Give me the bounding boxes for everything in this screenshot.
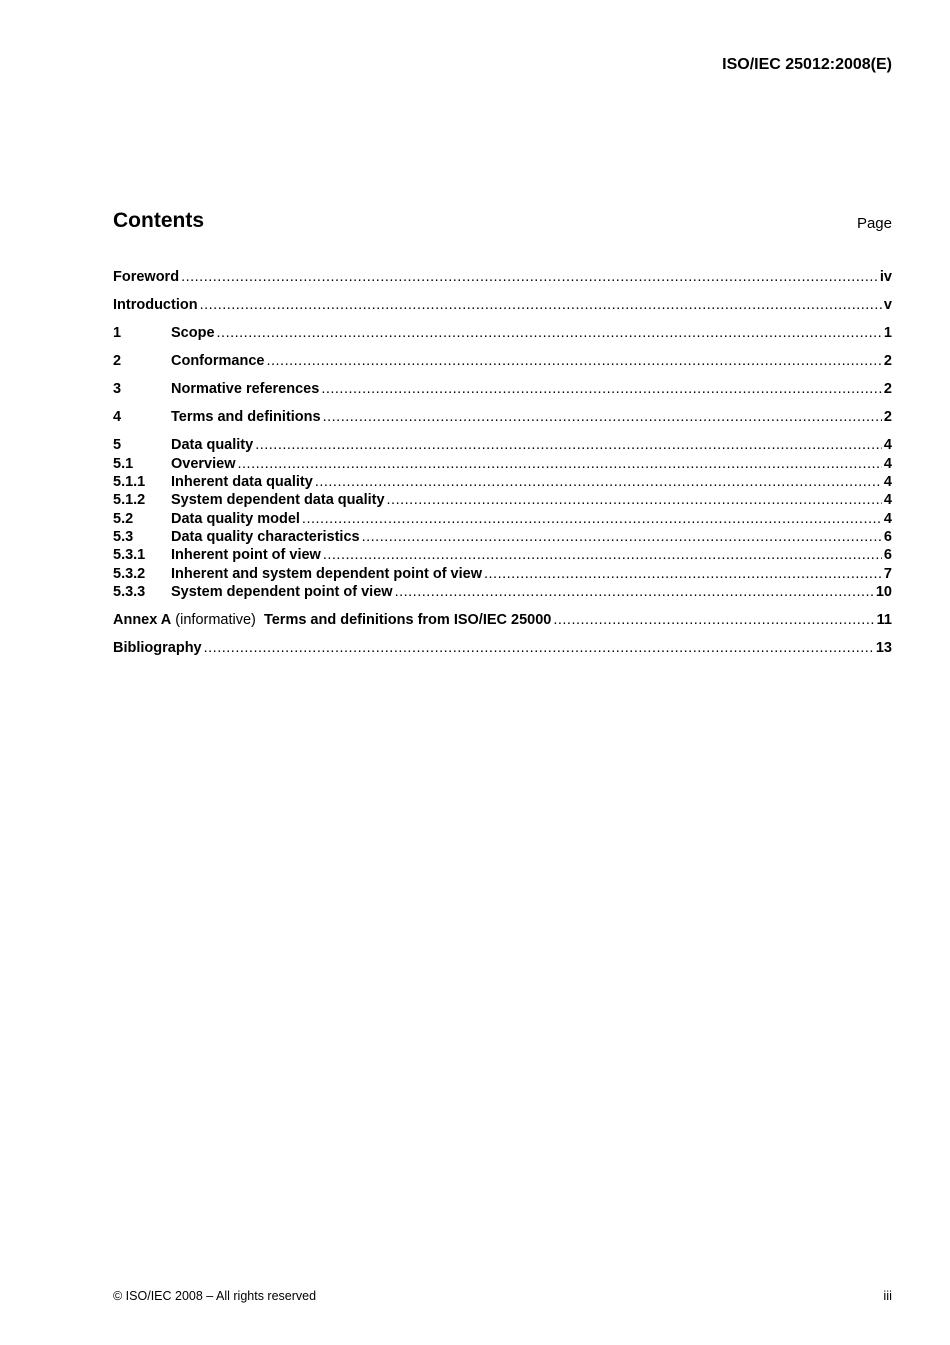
toc-leader-dots — [266, 352, 881, 370]
toc-entry-number: 5.1.2 — [113, 492, 146, 508]
toc-entry-page: 2 — [883, 409, 892, 425]
toc-entry-page: 6 — [883, 529, 892, 545]
toc-entry-page: 1 — [883, 325, 892, 341]
toc-leader-dots — [315, 473, 882, 491]
toc-entry-title: Overview — [171, 456, 236, 472]
toc-entry-page: v — [883, 297, 892, 313]
contents-heading: Contents — [113, 209, 204, 232]
toc-entry-page: 11 — [876, 612, 892, 628]
toc-entry-number: 5 — [113, 437, 122, 453]
toc-entry-data-quality-model[interactable] — [113, 510, 892, 528]
toc-entry-title: Inherent and system dependent point of view — [171, 566, 482, 582]
toc-leader-dots — [238, 455, 882, 473]
toc-entry-foreword[interactable] — [113, 268, 892, 286]
toc-entry-terms-and-definitions[interactable] — [113, 408, 892, 426]
toc-entry-title — [113, 611, 553, 629]
toc-entry-page: 6 — [883, 547, 892, 563]
toc-leader-dots — [200, 296, 882, 314]
annex-label: Annex A — [113, 612, 172, 628]
annex-title: Terms and definitions from ISO/IEC 25000 — [263, 612, 552, 628]
toc-entry-page: 4 — [883, 492, 892, 508]
toc-entry-page: 4 — [883, 437, 892, 453]
toc-entry-title: Scope — [171, 325, 215, 341]
toc-entry-page: 7 — [883, 566, 892, 582]
toc-entry-title: Terms and definitions — [171, 409, 321, 425]
toc-entry-overview[interactable] — [113, 455, 892, 473]
toc-entry-page: 4 — [883, 474, 892, 490]
toc-leader-dots — [484, 565, 882, 583]
toc-entry-page: 4 — [883, 511, 892, 527]
toc-entry-page: 2 — [883, 353, 892, 369]
toc-entry-number: 4 — [113, 409, 122, 425]
toc-entry-page: 2 — [883, 381, 892, 397]
toc-entry-number: 5.1.1 — [113, 474, 146, 490]
toc-entry-title: Conformance — [171, 353, 265, 369]
toc-leader-dots — [362, 528, 882, 546]
toc-leader-dots — [395, 583, 874, 601]
toc-leader-dots — [217, 324, 882, 342]
toc-entry-system-dependent-point-of-view[interactable] — [113, 583, 892, 601]
toc-entry-title: Inherent data quality — [171, 474, 313, 490]
toc-entry-number: 5.3.3 — [113, 584, 146, 600]
toc-leader-dots — [323, 546, 882, 564]
toc-entry-normative-references[interactable] — [113, 380, 892, 398]
toc-entry-inherent-and-system-dependent-point-of-view[interactable] — [113, 565, 892, 583]
toc-entry-title: Inherent point of view — [171, 547, 321, 563]
toc-entry-title: System dependent data quality — [171, 492, 385, 508]
annex-informative-note: (informative) — [171, 612, 264, 628]
toc-entry-page: iv — [879, 269, 892, 285]
footer-copyright: © ISO/IEC 2008 – All rights reserved — [113, 1289, 317, 1303]
page-column-label: Page — [856, 215, 892, 232]
toc-entry-inherent-data-quality[interactable] — [113, 473, 892, 491]
toc-entry-page: 13 — [875, 640, 892, 656]
toc-entry-title: Foreword — [113, 269, 180, 285]
toc-leader-dots — [321, 380, 882, 398]
toc-leader-dots — [204, 639, 874, 657]
toc-entry-title: Normative references — [171, 381, 320, 397]
toc-entry-title: Introduction — [113, 297, 198, 313]
toc-entry-title: Bibliography — [113, 640, 202, 656]
toc-leader-dots — [323, 408, 882, 426]
toc-entry-conformance[interactable] — [113, 352, 892, 370]
toc-entry-introduction[interactable] — [113, 296, 892, 314]
toc-leader-dots — [181, 268, 878, 286]
toc-entry-number: 5.2 — [113, 511, 134, 527]
toc-entry-annex-a[interactable] — [113, 611, 892, 629]
toc-entry-number: 5.1 — [113, 456, 134, 472]
footer-page-number: iii — [883, 1288, 892, 1303]
toc-entry-number: 5.3.2 — [113, 566, 146, 582]
toc-entry-title: Data quality characteristics — [171, 529, 360, 545]
toc-leader-dots — [302, 510, 882, 528]
toc-entry-title: Data quality model — [171, 511, 300, 527]
toc-entry-data-quality[interactable] — [113, 436, 892, 454]
toc-entry-title: Data quality — [171, 437, 254, 453]
toc-entry-number: 5.3 — [113, 529, 134, 545]
toc-entry-number: 1 — [113, 325, 122, 341]
toc-entry-title: System dependent point of view — [171, 584, 393, 600]
toc-entry-page: 4 — [883, 456, 892, 472]
toc-entry-page: 10 — [875, 584, 892, 600]
toc-entry-inherent-point-of-view[interactable] — [113, 546, 892, 564]
toc-leader-dots — [255, 436, 882, 454]
toc-leader-dots — [553, 611, 874, 629]
toc-entry-system-dependent-data-quality[interactable] — [113, 491, 892, 509]
toc-entry-bibliography[interactable] — [113, 639, 892, 657]
toc-entry-data-quality-characteristics[interactable] — [113, 528, 892, 546]
toc-leader-dots — [387, 491, 882, 509]
toc-entry-number: 2 — [113, 353, 122, 369]
toc-entry-number: 5.3.1 — [113, 547, 146, 563]
toc-entry-number: 3 — [113, 381, 122, 397]
toc-entry-scope[interactable] — [113, 324, 892, 342]
document-identifier: ISO/IEC 25012:2008(E) — [722, 56, 892, 73]
